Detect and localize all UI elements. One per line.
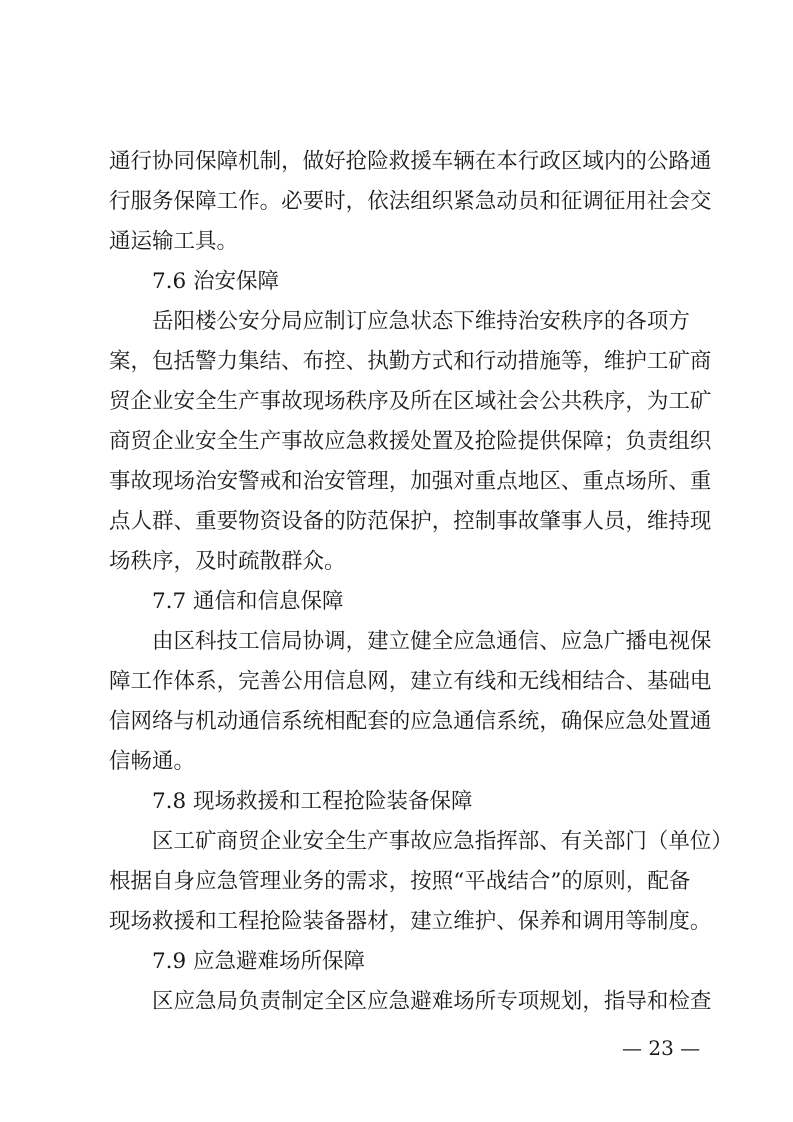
body-text-line: 通运输工具。: [109, 229, 239, 254]
body-text-line: 场秩序，及时疏散群众。: [109, 549, 346, 574]
body-text-line: 行 服 务 保 障 工 作 。 必 要 时 ， 依 法 组 织 紧 急 动 员 和 征 调 征 用 社 会 交: [109, 189, 712, 214]
section-heading-7-8: 7.8 现场救援和工程抢险装备保障: [152, 789, 473, 814]
body-text-line: 现 场 救 援 和 工 程 抢 险 装 备 器 材 ， 建 立 维 护 、 保 养 和 调 用 等 制 度 。: [109, 909, 712, 934]
body-text-line: 区 应 急 局 负 责 制 定 全 区 应 急 避 难 场 所 专 项 规 划 ， 指 导 和 检 查: [152, 989, 712, 1014]
body-text-line: 事 故 现 场 治 安 警 戒 和 治 安 管 理 ， 加 强 对 重 点 地 区 、 重 点 场 所 、 重: [109, 469, 712, 494]
section-heading-7-7: 7.7 通信和信息保障: [152, 589, 344, 614]
body-text-line: 商 贸 企 业 安 全 生 产 事 故 应 急 救 援 处 置 及 抢 险 提 供 保 障 ； 负 责 组 织: [109, 429, 712, 454]
section-heading-7-6: 7.6 治安保障: [152, 269, 280, 294]
body-text-line: 信畅通。: [109, 749, 196, 774]
body-text-line: 点 人 群 、 重 要 物 资 设 备 的 防 范 保 护 ， 控 制 事 故 肇 事 人 员 ， 维 持 现: [109, 509, 712, 534]
page-number: — 23 —: [622, 1036, 701, 1060]
body-text-line: 由 区 科 技 工 信 局 协 调 ， 建 立 健 全 应 急 通 信 、 应 急 广 播 电 视 保: [152, 629, 712, 654]
body-text-line: 贸 企 业 安 全 生 产 事 故 现 场 秩 序 及 所 在 区 域 社 会 公 共 秩 序 ， 为 工 矿: [109, 389, 712, 414]
body-text-line: 通 行 协 同 保 障 机 制 ， 做 好 抢 险 救 援 车 辆 在 本 行 政 区 域 内 的 公 路 通: [109, 149, 712, 174]
body-text-line: 障 工 作 体 系 ， 完 善 公 用 信 息 网 ， 建 立 有 线 和 无 线 相 结 合 、 基 础 电: [109, 669, 712, 694]
body-text-line: 岳 阳 楼 公 安 分 局 应 制 订 应 急 状 态 下 维 持 治 安 秩 序 的 各 项 方: [152, 309, 690, 334]
section-heading-7-9: 7.9 应急避难场所保障: [152, 949, 366, 974]
body-text-line: 案 ， 包 括 警 力 集 结 、 布 控 、 执 勤 方 式 和 行 动 措 施 等 ， 维 护 工 矿 商: [109, 349, 712, 374]
body-text-line: 根 据 自 身 应 急 管 理 业 务 的 需 求 ， 按 照 “ 平 战 结 合 ” 的 原 则 ， 配 备: [109, 869, 691, 894]
body-text-line: 信 网 络 与 机 动 通 信 系 统 相 配 套 的 应 急 通 信 系 统 ， 确 保 应 急 处 置 通: [109, 709, 712, 734]
body-text-line: 区 工 矿 商 贸 企 业 安 全 生 产 事 故 应 急 指 挥 部 、 有 关 部 门 （ 单 位 ）: [152, 829, 733, 854]
